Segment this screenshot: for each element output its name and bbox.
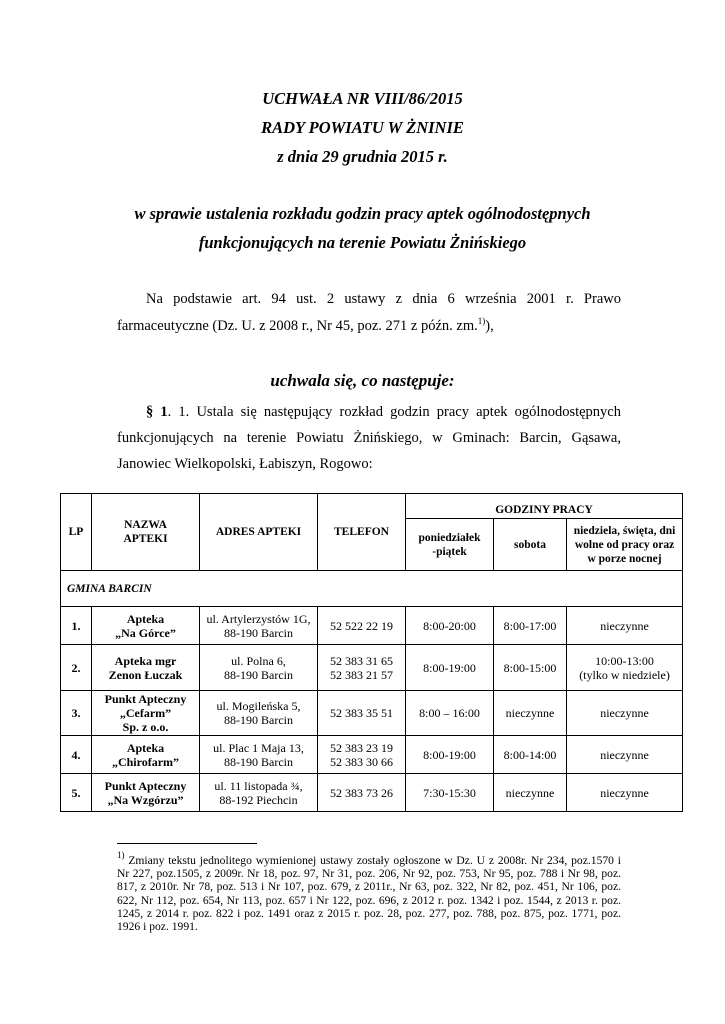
row-phone: 52 383 35 51 (318, 691, 406, 736)
section-1-line-2: funkcjonujących na terenie Powiatu Żnińskiego, w Gminach: Barcin, Gąsawa, (117, 430, 621, 446)
row-weekday-hours: 7:30-15:30 (406, 774, 494, 812)
row-sunday-hours: nieczynne (567, 774, 683, 812)
section-1-line-1 (146, 403, 621, 421)
section-1-line-3: Janowiec Wielkopolski, Łabiszyn, Rogowo: (117, 456, 373, 472)
footnote-text: Zmiany tekstu jednolitego wymienionej ustawy zostały ogłoszone w Dz. U z 2008r. Nr 234, poz.1570 i Nr 227, poz.1505, z 2009r. Nr 18, poz. 97, Nr 31, poz. 206, Nr 92, poz. 753, Nr 95, poz. 788 i Nr 98, poz. 817, z 2010r. Nr 78, poz. 513 i Nr 107, poz. 679, z 2011r., Nr 63, poz. 322, Nr 82, poz. 451, Nr 106, poz. 622, Nr 112, poz. 654, Nr 113, poz. 657 i Nr 122, poz. 696, z 2012 r. poz. 1342 i poz. 1544, z 2013 r. poz. 1245, z 2014 r. poz. 822 i poz. 1491 oraz z 2015 r. poz. 28, poz. 277, poz. 788, poz. 875, poz. 1771, poz. 1926 i poz. 1991. (117, 854, 621, 934)
row-address: ul. Mogileńska 5, 88-190 Barcin (200, 691, 318, 736)
row-lp: 3. (61, 691, 92, 736)
legal-basis-line-1: Na podstawie art. 94 ust. 2 ustawy z dnia 6 września 2001 r. Prawo (146, 291, 621, 307)
gmina-group-header: GMINA BARCIN (61, 571, 683, 607)
row-address: ul. Polna 6, 88-190 Barcin (200, 645, 318, 691)
row-lp: 1. (61, 607, 92, 645)
row-pharmacy-name: Apteka „Chirofarm” (92, 736, 200, 774)
table-row (61, 691, 683, 736)
table-row (61, 774, 683, 812)
resolution-statement: uchwala się, co następuje: (270, 371, 455, 390)
resolution-date: z dnia 29 grudnia 2015 r. (277, 147, 448, 166)
row-address: ul. Artylerzystów 1G, 88-190 Barcin (200, 607, 318, 645)
row-saturday-hours: nieczynne (494, 774, 567, 812)
header-address: ADRES APTEKI (200, 494, 318, 571)
row-saturday-hours: 8:00-17:00 (494, 607, 567, 645)
row-pharmacy-name: Apteka „Na Górce” (92, 607, 200, 645)
table-row (61, 607, 683, 645)
legal-basis-line-2 (117, 317, 621, 335)
row-sunday-hours: nieczynne (567, 607, 683, 645)
row-sunday-hours: nieczynne (567, 736, 683, 774)
row-sunday-hours: 10:00-13:00 (tylko w niedziele) (567, 645, 683, 691)
row-lp: 5. (61, 774, 92, 812)
footnote-separator (117, 843, 257, 844)
header-pharmacy-name: NAZWA APTEKI (92, 494, 200, 571)
header-lp: LP (61, 494, 92, 571)
subject-line-2: funkcjonujących na terenie Powiatu Żnińskiego (198, 233, 527, 252)
pharmacy-hours-table (60, 493, 683, 812)
row-address: ul. Plac 1 Maja 13, 88-190 Barcin (200, 736, 318, 774)
footnote-mark: 1) (117, 850, 125, 860)
subject-line-1: w sprawie ustalenia rozkładu godzin pracy aptek ogólnodostępnych (134, 204, 591, 223)
footnote-reference: 1) (477, 316, 486, 326)
pharmacy-rows (61, 607, 683, 812)
row-lp: 4. (61, 736, 92, 774)
row-saturday-hours: 8:00-15:00 (494, 645, 567, 691)
legal-basis-close: ), (485, 318, 494, 334)
table-row (61, 645, 683, 691)
header-working-hours: GODZINY PRACY (406, 494, 683, 519)
header-saturday: sobota (494, 519, 567, 571)
row-weekday-hours: 8:00-19:00 (406, 736, 494, 774)
row-weekday-hours: 8:00-19:00 (406, 645, 494, 691)
row-address: ul. 11 listopada ¾, 88-192 Piechcin (200, 774, 318, 812)
resolution-number: UCHWAŁA NR VIII/86/2015 (262, 89, 463, 108)
table-row (61, 736, 683, 774)
row-weekday-hours: 8:00-20:00 (406, 607, 494, 645)
row-pharmacy-name: Punkt Apteczny „Cefarm” Sp. z o.o. (92, 691, 200, 736)
row-sunday-hours: nieczynne (567, 691, 683, 736)
header-sundays-holidays: niedziela, święta, dni wolne od pracy oraz w porze nocnej (567, 519, 683, 571)
council-name: RADY POWIATU W ŻNINIE (261, 118, 464, 137)
header-weekdays: poniedziałek -piątek (406, 519, 494, 571)
footnote (117, 850, 621, 934)
row-lp: 2. (61, 645, 92, 691)
row-weekday-hours: 8:00 – 16:00 (406, 691, 494, 736)
header-phone: TELEFON (318, 494, 406, 571)
row-phone: 52 383 31 65 52 383 21 57 (318, 645, 406, 691)
section-mark: § 1 (146, 404, 168, 420)
row-phone: 52 383 73 26 (318, 774, 406, 812)
row-saturday-hours: nieczynne (494, 691, 567, 736)
row-pharmacy-name: Apteka mgr Zenon Łuczak (92, 645, 200, 691)
row-phone: 52 522 22 19 (318, 607, 406, 645)
row-saturday-hours: 8:00-14:00 (494, 736, 567, 774)
legal-basis-text: farmaceutyczne (Dz. U. z 2008 r., Nr 45, poz. 271 z późn. zm. (117, 318, 478, 334)
row-phone: 52 383 23 19 52 383 30 66 (318, 736, 406, 774)
section-1-text: . 1. Ustala się następujący rozkład godzin pracy aptek ogólnodostępnych (167, 404, 621, 420)
row-pharmacy-name: Punkt Apteczny „Na Wzgórzu” (92, 774, 200, 812)
